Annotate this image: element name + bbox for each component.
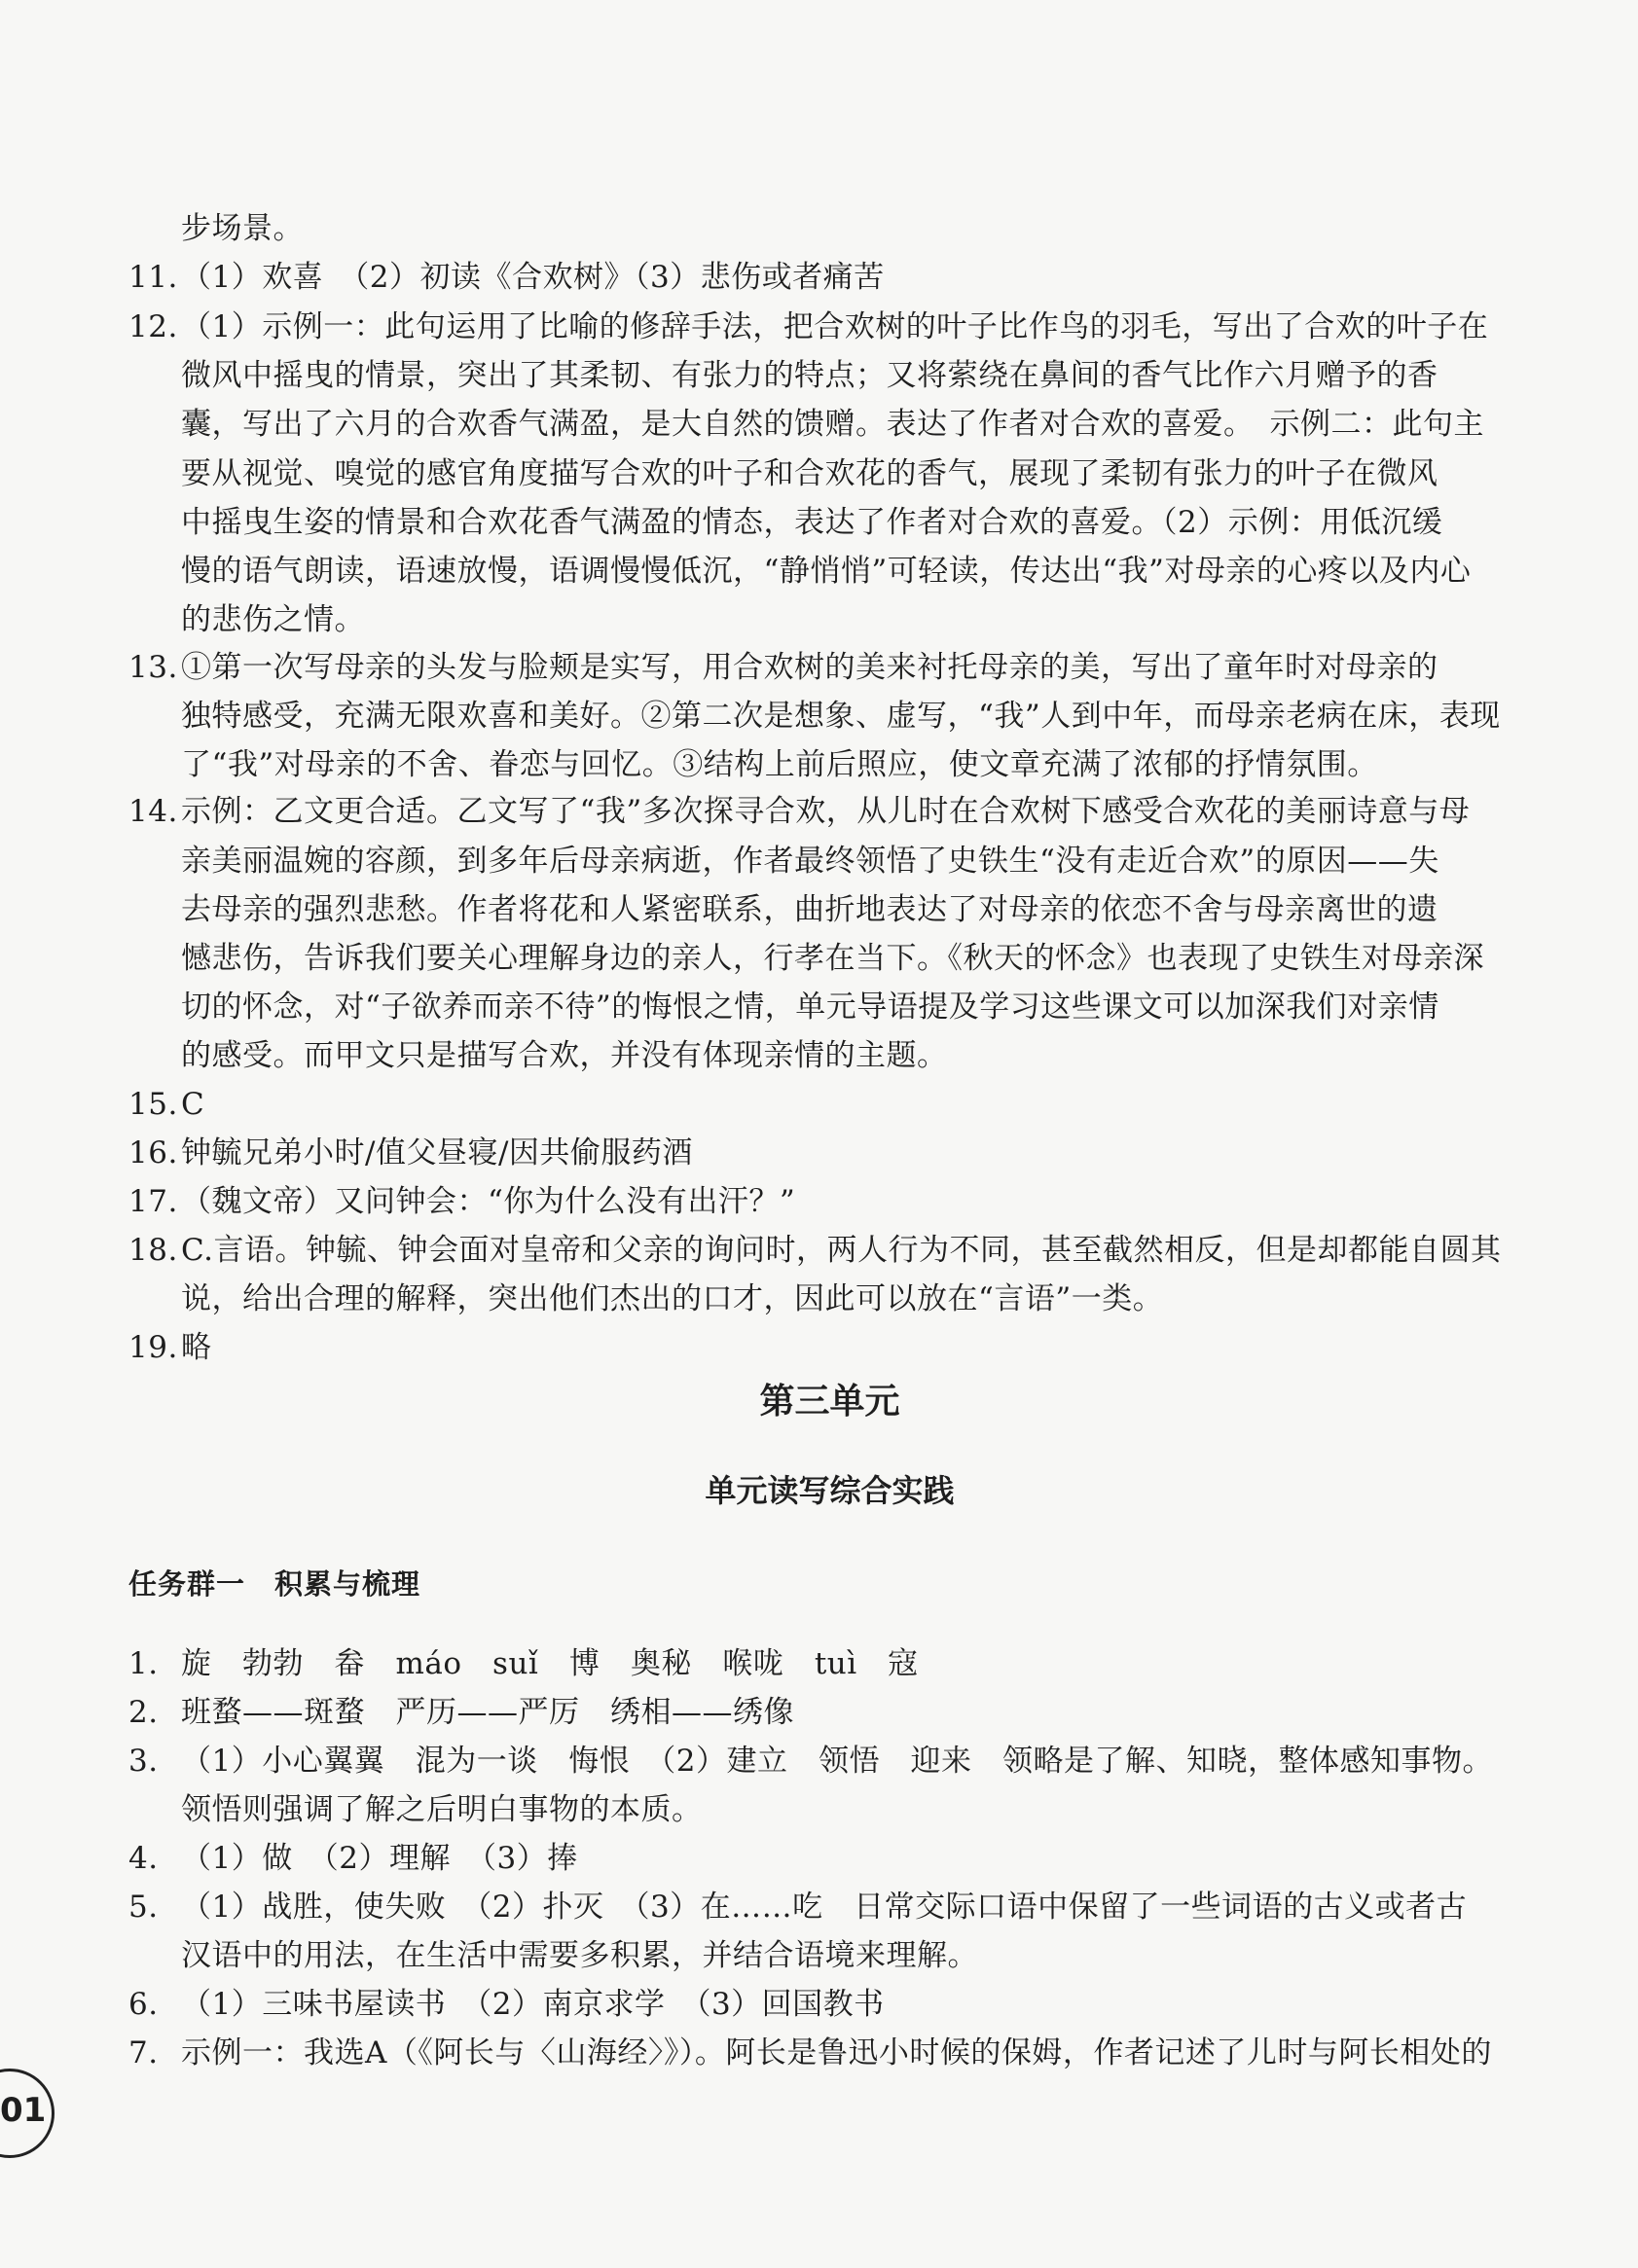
- question-number: 3.: [128, 1744, 159, 1779]
- answer-text: （1）欢喜 （2）初读《合欢树》（3）悲伤或者痛苦: [181, 260, 885, 295]
- answer-text: 领悟则强调了解之后明白事物的本质。: [181, 1792, 703, 1827]
- answer-text: 略: [181, 1330, 212, 1365]
- answer-text: 旋 勃勃 畚 máo suǐ 博 奥秘 喉咙 tuì 寇: [181, 1646, 919, 1681]
- answer-text: 步场景。: [181, 211, 304, 246]
- question-number: 12.: [128, 309, 178, 344]
- page-number: 01: [0, 2091, 47, 2130]
- answer-text: 汉语中的用法，在生活中需要多积累，并结合语境来理解。: [181, 1938, 978, 1973]
- question-number: 6.: [128, 1987, 159, 2022]
- question-number: 15.: [128, 1087, 178, 1122]
- question-number: 1.: [128, 1646, 159, 1681]
- question-number: 4.: [128, 1841, 159, 1876]
- answer-text: 班蝥——斑蝥 严历——严厉 绣相——绣像: [181, 1695, 794, 1730]
- question-number: 5.: [128, 1890, 159, 1925]
- answer-text: ①第一次写母亲的头发与脸颊是实写，用合欢树的美来衬托母亲的美，写出了童年时对母亲的: [181, 650, 1438, 685]
- question-number: 16.: [128, 1135, 178, 1170]
- answer-text: 慢的语气朗读，语速放慢，语调慢慢低沉，“静悄悄”可轻读，传达出“我”对母亲的心疼以及内心: [181, 554, 1472, 589]
- answer-text: 憾悲伤，告诉我们要关心理解身边的亲人，行孝在当下。《秋天的怀念》也表现了史铁生对母亲深: [181, 941, 1484, 976]
- answer-text: 亲美丽温婉的容颜，到多年后母亲病逝，作者最终领悟了史铁生“没有走近合欢”的原因——失: [181, 844, 1439, 879]
- answer-text: 切的怀念，对“子欲养而亲不待”的悔恨之情，单元导语提及学习这些课文可以加深我们对亲情: [181, 990, 1439, 1025]
- task-group-heading: 任务群一 积累与梳理: [128, 1567, 421, 1601]
- answer-text: 微风中摇曳的情景，突出了其柔韧、有张力的特点；又将萦绕在鼻间的香气比作六月赠予的香: [181, 358, 1438, 393]
- answer-text: 去母亲的强烈悲愁。作者将花和人紧密联系，曲折地表达了对母亲的依恋不舍与母亲离世的遗: [181, 892, 1438, 927]
- answer-text: （1）示例一：此句运用了比喻的修辞手法，把合欢树的叶子比作鸟的羽毛，写出了合欢的叶子在: [181, 309, 1489, 344]
- answer-text: （1）三味书屋读书 （2）南京求学 （3）回国教书: [181, 1987, 885, 2022]
- answer-text: 钟毓兄弟小时/值父昼寝/因共偷服药酒: [181, 1135, 693, 1170]
- question-number: 2.: [128, 1695, 159, 1730]
- unit-subtitle: 单元读写综合实践: [705, 1472, 955, 1509]
- answer-text: C.言语。钟毓、钟会面对皇帝和父亲的询问时，两人行为不同，甚至截然相反，但是却都能自圆其: [181, 1233, 1502, 1268]
- question-number: 18.: [128, 1233, 178, 1268]
- answer-text: 的悲伤之情。: [181, 602, 365, 637]
- answer-text: 囊，写出了六月的合欢香气满盈，是大自然的馈赠。表达了作者对合欢的喜爱。 示例二：此句主: [181, 407, 1484, 442]
- answer-text: 中摇曳生姿的情景和合欢花香气满盈的情态，表达了作者对合欢的喜爱。（2）示例：用低沉缓: [181, 505, 1443, 540]
- question-number: 17.: [128, 1184, 178, 1219]
- answer-text: 要从视觉、嗅觉的感官角度描写合欢的叶子和合欢花的香气，展现了柔韧有张力的叶子在微风: [181, 456, 1438, 491]
- answer-text: （1）小心翼翼 混为一谈 悔恨 （2）建立 领悟 迎来 领略是了解、知晓，整体感知事物。: [181, 1744, 1493, 1779]
- answer-text: 说，给出合理的解释，突出他们杰出的口才，因此可以放在“言语”一类。: [181, 1281, 1164, 1316]
- answer-text: （魏文帝）又问钟会：“你为什么没有出汗？”: [181, 1184, 796, 1219]
- question-number: 19.: [128, 1330, 178, 1365]
- answer-text: 独特感受，充满无限欢喜和美好。②第二次是想象、虚写，“我”人到中年，而母亲老病在床，表现: [181, 699, 1501, 734]
- answer-text: 示例：乙文更合适。乙文写了“我”多次探寻合欢，从儿时在合欢树下感受合欢花的美丽诗意与母: [181, 794, 1471, 829]
- question-number: 13.: [128, 650, 178, 685]
- answer-text: 的感受。而甲文只是描写合欢，并没有体现亲情的主题。: [181, 1038, 948, 1073]
- answer-text: 了“我”对母亲的不舍、眷恋与回忆。③结构上前后照应，使文章充满了浓郁的抒情氛围。: [181, 747, 1378, 782]
- answer-text: C: [181, 1087, 205, 1122]
- question-number: 14.: [128, 794, 178, 829]
- answer-text: （1）做 （2）理解 （3）捧: [181, 1841, 578, 1876]
- unit-title: 第三单元: [759, 1382, 900, 1422]
- answer-text: （1）战胜，使失败 （2）扑灭 （3）在……吃 日常交际口语中保留了一些词语的古义或者古: [181, 1890, 1468, 1925]
- answer-text: 示例一：我选A（《阿长与〈山海经〉》）。阿长是鲁迅小时候的保姆，作者记述了儿时与阿长相处的: [181, 2035, 1492, 2070]
- question-number: 7.: [128, 2035, 159, 2070]
- question-number: 11.: [128, 260, 178, 295]
